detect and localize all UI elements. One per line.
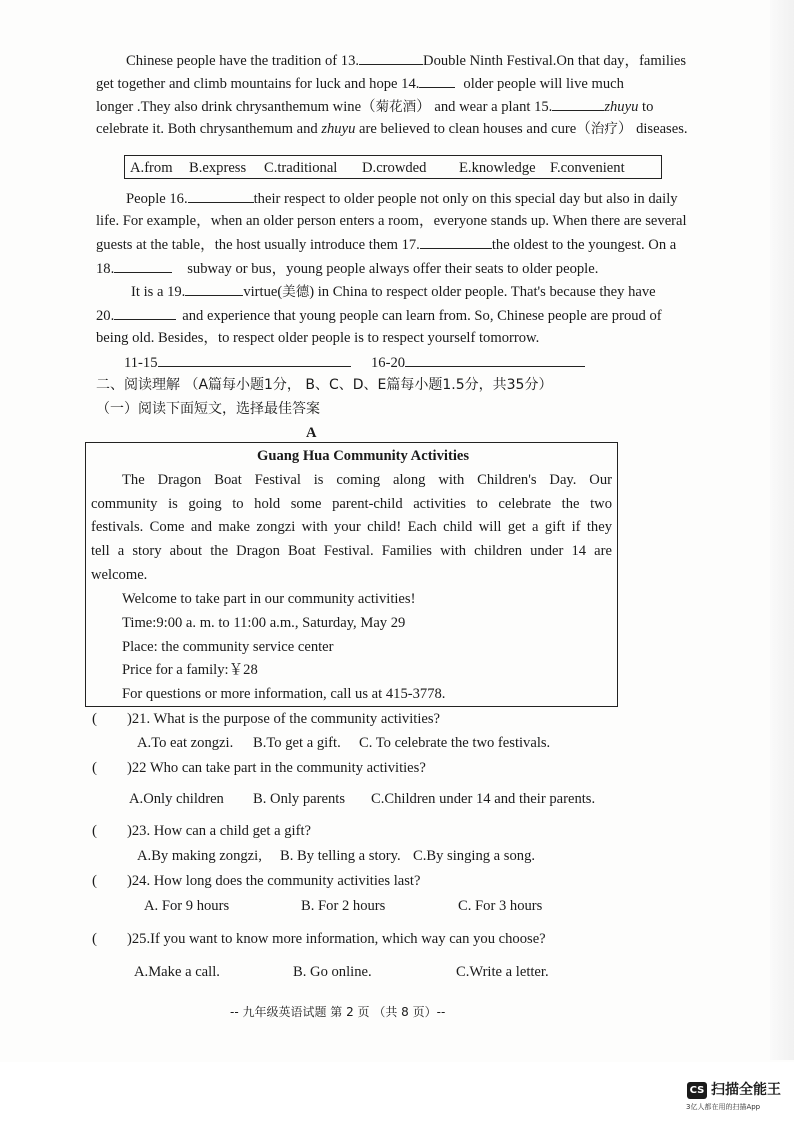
cloze-p3-line1: It is a 19. virtue(美德) in China to respect older people. That's because they have — [131, 281, 656, 302]
q24-option-c: C. For 3 hours — [458, 898, 543, 914]
cloze-p2-line2: life. For example，when an older person enters a room，everyone stands up. When there are several — [96, 213, 687, 229]
section-2-subheading: （一）阅读下面短文，选择最佳答案 — [96, 401, 320, 417]
cloze-p1-line4: celebrate it. Both chrysanthemum and zhuyu are believed to clean houses and cure（治疗） diseases. — [96, 121, 688, 137]
answer-paren-21[interactable]: ( — [92, 711, 97, 727]
option-e: E.knowledge — [459, 160, 536, 176]
q21-option-b: B.To get a gift. — [253, 735, 341, 751]
q25-option-a: A.Make a call. — [134, 964, 220, 980]
answer-line-11-15: 11-15 — [124, 352, 351, 373]
answer-paren-25[interactable]: ( — [92, 931, 97, 947]
question-24: )24. How long does the community activities last? — [127, 873, 421, 889]
camscanner-brand-name: 扫描全能王 — [711, 1082, 781, 1098]
passage-a-welcome: Welcome to take part in our community activities! — [122, 591, 416, 607]
q22-option-c: C.Children under 14 and their parents. — [371, 791, 596, 807]
passage-a-line5: welcome. — [91, 567, 148, 583]
passage-a-title: Guang Hua Community Activities — [257, 448, 470, 464]
camscanner-logo-icon: CS — [687, 1082, 707, 1099]
blank-14[interactable] — [419, 73, 455, 88]
blank-15[interactable] — [552, 96, 604, 111]
cloze-p3-line2: 20. and experience that young people can learn from. So, Chinese people are proud of — [96, 305, 662, 326]
answer-paren-22[interactable]: ( — [92, 760, 97, 776]
q21-option-a: A.To eat zongzi. — [137, 735, 234, 751]
passage-a-line1: The Dragon Boat Festival is coming along with Children's Day. Our — [122, 472, 612, 488]
q22-option-a: A.Only children — [129, 791, 224, 807]
cloze-p1-line2: get together and climb mountains for luck and hope 14. older people will live much — [96, 73, 700, 94]
passage-a-line4: tell a story about the Dragon Boat Festival. Families with children under 14 are — [91, 543, 612, 559]
blank-17[interactable] — [420, 234, 492, 249]
cloze-p2-line1: People 16. their respect to older people not only on this special day but also in daily — [126, 188, 678, 209]
option-b: B.express — [189, 160, 247, 176]
option-c: C.traditional — [264, 160, 338, 176]
passage-a-time: Time:9:00 a. m. to 11:00 a.m., Saturday, May 29 — [122, 615, 406, 631]
passage-a-price: Price for a family:￥28 — [122, 662, 258, 678]
blank-20[interactable] — [114, 305, 176, 320]
cloze-p1-line1: Chinese people have the tradition of 13. Double Ninth Festival.On that day，families — [126, 50, 686, 71]
answer-blank-11-15[interactable] — [158, 352, 351, 367]
question-21: )21. What is the purpose of the community activities? — [127, 711, 441, 727]
blank-19[interactable] — [185, 281, 243, 296]
section-2-heading: 二、阅读理解 （A篇每小题1分， B、C、D、E篇每小题1.5分，共35分） — [96, 377, 553, 393]
q25-option-c: C.Write a letter. — [456, 964, 549, 980]
passage-letter: A — [306, 425, 317, 441]
answer-paren-24[interactable]: ( — [92, 873, 97, 889]
word-options-box — [124, 155, 662, 179]
passage-a-line2: community is going to hold some parent-child activities to celebrate the two — [91, 496, 612, 512]
passage-a-line3: festivals. Come and make zongzi with your child! Each child will get a gift if they — [91, 519, 612, 535]
option-d: D.crowded — [362, 160, 427, 176]
question-23: )23. How can a child get a gift? — [127, 823, 311, 839]
cloze-p2-line3: guests at the table，the host usually introduce them 17. the oldest to the youngest. On a — [96, 234, 676, 255]
cloze-p2-line4: 18. subway or bus，young people always offer their seats to older people. — [96, 258, 598, 279]
option-a: A.from — [130, 160, 173, 176]
cloze-p3-line3: being old. Besides，to respect older people is to respect yourself tomorrow. — [96, 330, 540, 346]
q22-option-b: B. Only parents — [253, 791, 346, 807]
q24-option-b: B. For 2 hours — [301, 898, 386, 914]
camscanner-tagline: 3亿人都在用的扫描App — [686, 1103, 761, 1111]
blank-18[interactable] — [114, 258, 172, 273]
scan-bottom-strip — [0, 1062, 794, 1124]
answer-paren-23[interactable]: ( — [92, 823, 97, 839]
q24-option-a: A. For 9 hours — [144, 898, 230, 914]
cloze-p1-line3: longer .They also drink chrysanthemum wine（菊花酒） and wear a plant 15. zhuyu to — [96, 96, 653, 117]
answer-blank-16-20[interactable] — [405, 352, 585, 367]
q23-option-b: B. By telling a story. — [280, 848, 401, 864]
question-22: )22 Who can take part in the community activities? — [127, 760, 426, 776]
page-footer: -- 九年级英语试题 第 2 页 （共 8 页）-- — [230, 1005, 446, 1019]
q23-option-a: A.By making zongzi, — [137, 848, 262, 864]
q23-option-c: C.By singing a song. — [413, 848, 536, 864]
passage-a-place: Place: the community service center — [122, 639, 334, 655]
scan-edge-shadow — [770, 0, 794, 1060]
option-f: F.convenient — [550, 160, 625, 176]
question-25: )25.If you want to know more information, which way can you choose? — [127, 931, 546, 947]
blank-16[interactable] — [188, 188, 254, 203]
q25-option-b: B. Go online. — [293, 964, 372, 980]
passage-a-contact: For questions or more information, call us at 415-3778. — [122, 686, 446, 702]
answer-line-16-20: 16-20 — [371, 352, 585, 373]
blank-13[interactable] — [359, 50, 423, 65]
q21-option-c: C. To celebrate the two festivals. — [359, 735, 551, 751]
